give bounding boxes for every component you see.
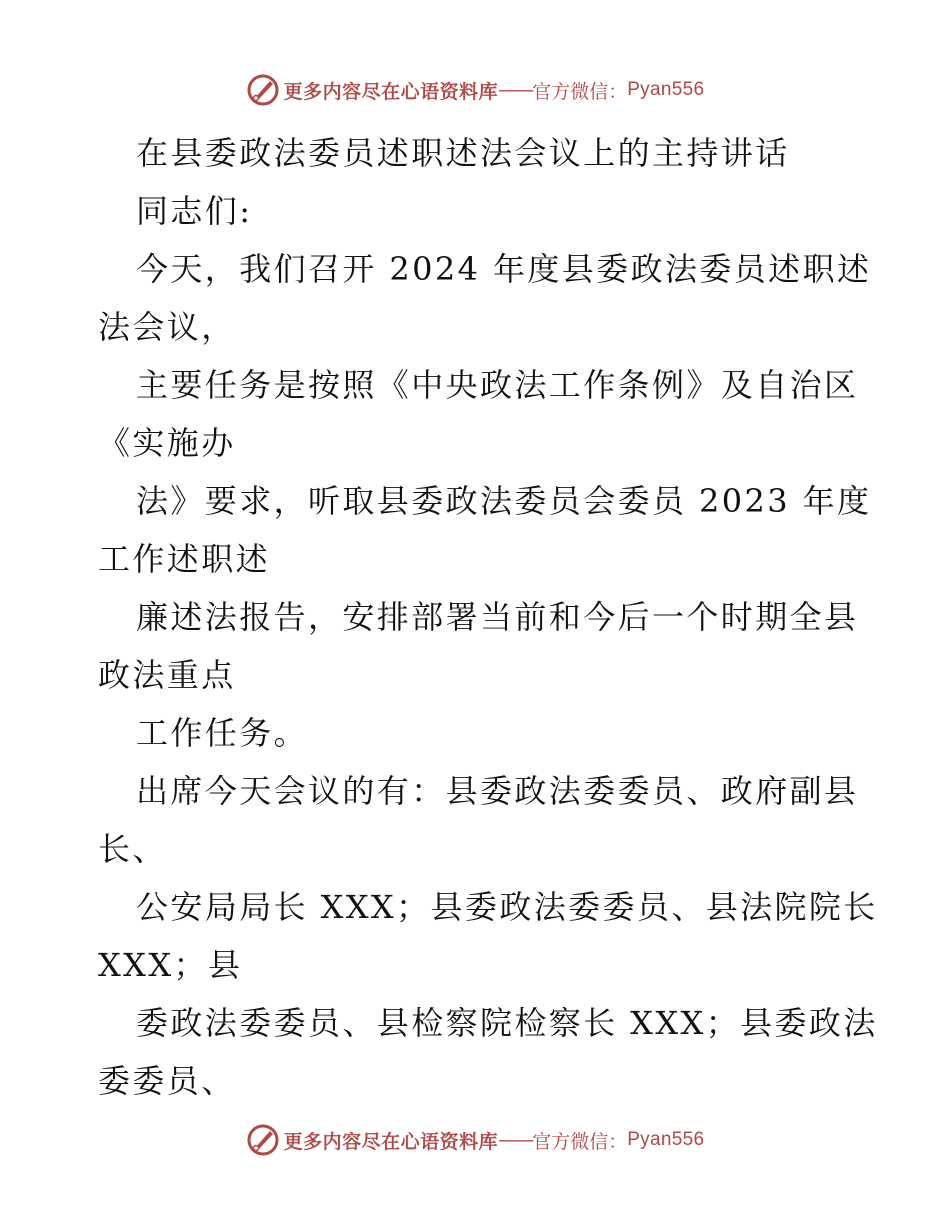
document-line: 同志们: (136, 192, 253, 230)
document-line: 在县委政法委员述职述法会议上的主持讲话 (136, 134, 790, 172)
banner-separator: —— (498, 79, 533, 101)
document-line: 出席今天会议的有：县委政法委委员、政府副县 (136, 772, 859, 810)
quill-seal-icon (246, 73, 280, 107)
banner-brand-text: 更多内容尽在心语资料库 (283, 1130, 499, 1153)
document-line: 法会议， (98, 308, 236, 346)
document-line: 工作述职述 (98, 540, 271, 578)
document-line: XXX；县 (98, 946, 243, 984)
document-line: 委委员、 (98, 1062, 236, 1100)
document-line: 今天，我们召开 2024 年度县委政法委员述职述 (136, 250, 872, 288)
banner-brand-text: 更多内容尽在心语资料库 (283, 80, 499, 103)
document-line: 工作任务。 (136, 714, 309, 752)
document-line: 长、 (98, 830, 167, 868)
document-line: 廉述法报告，安排部署当前和今后一个时期全县 (136, 598, 859, 636)
banner-wechat-id: Pyan556 (627, 1129, 705, 1150)
document-line: 《实施办 (98, 424, 236, 462)
banner-wechat-label: 官方微信： (532, 80, 628, 103)
document-line: 公安局局长 XXX；县委政法委委员、县法院院长 (136, 888, 878, 926)
banner-wechat-label: 官方微信： (532, 1130, 628, 1153)
document-line: 主要任务是按照《中央政法工作条例》及自治区 (136, 366, 859, 404)
banner-separator: —— (498, 1129, 533, 1151)
document-line: 委政法委委员、县检察院检察长 XXX；县委政法 (136, 1004, 878, 1042)
document-line: 政法重点 (98, 656, 236, 694)
header-banner (0, 70, 950, 110)
banner-wechat-id: Pyan556 (627, 79, 705, 100)
footer-banner (0, 1120, 950, 1160)
document-body (98, 124, 878, 1110)
quill-seal-icon (246, 1123, 280, 1157)
document-line: 法》要求，听取县委政法委员会委员 2023 年度 (136, 482, 872, 520)
